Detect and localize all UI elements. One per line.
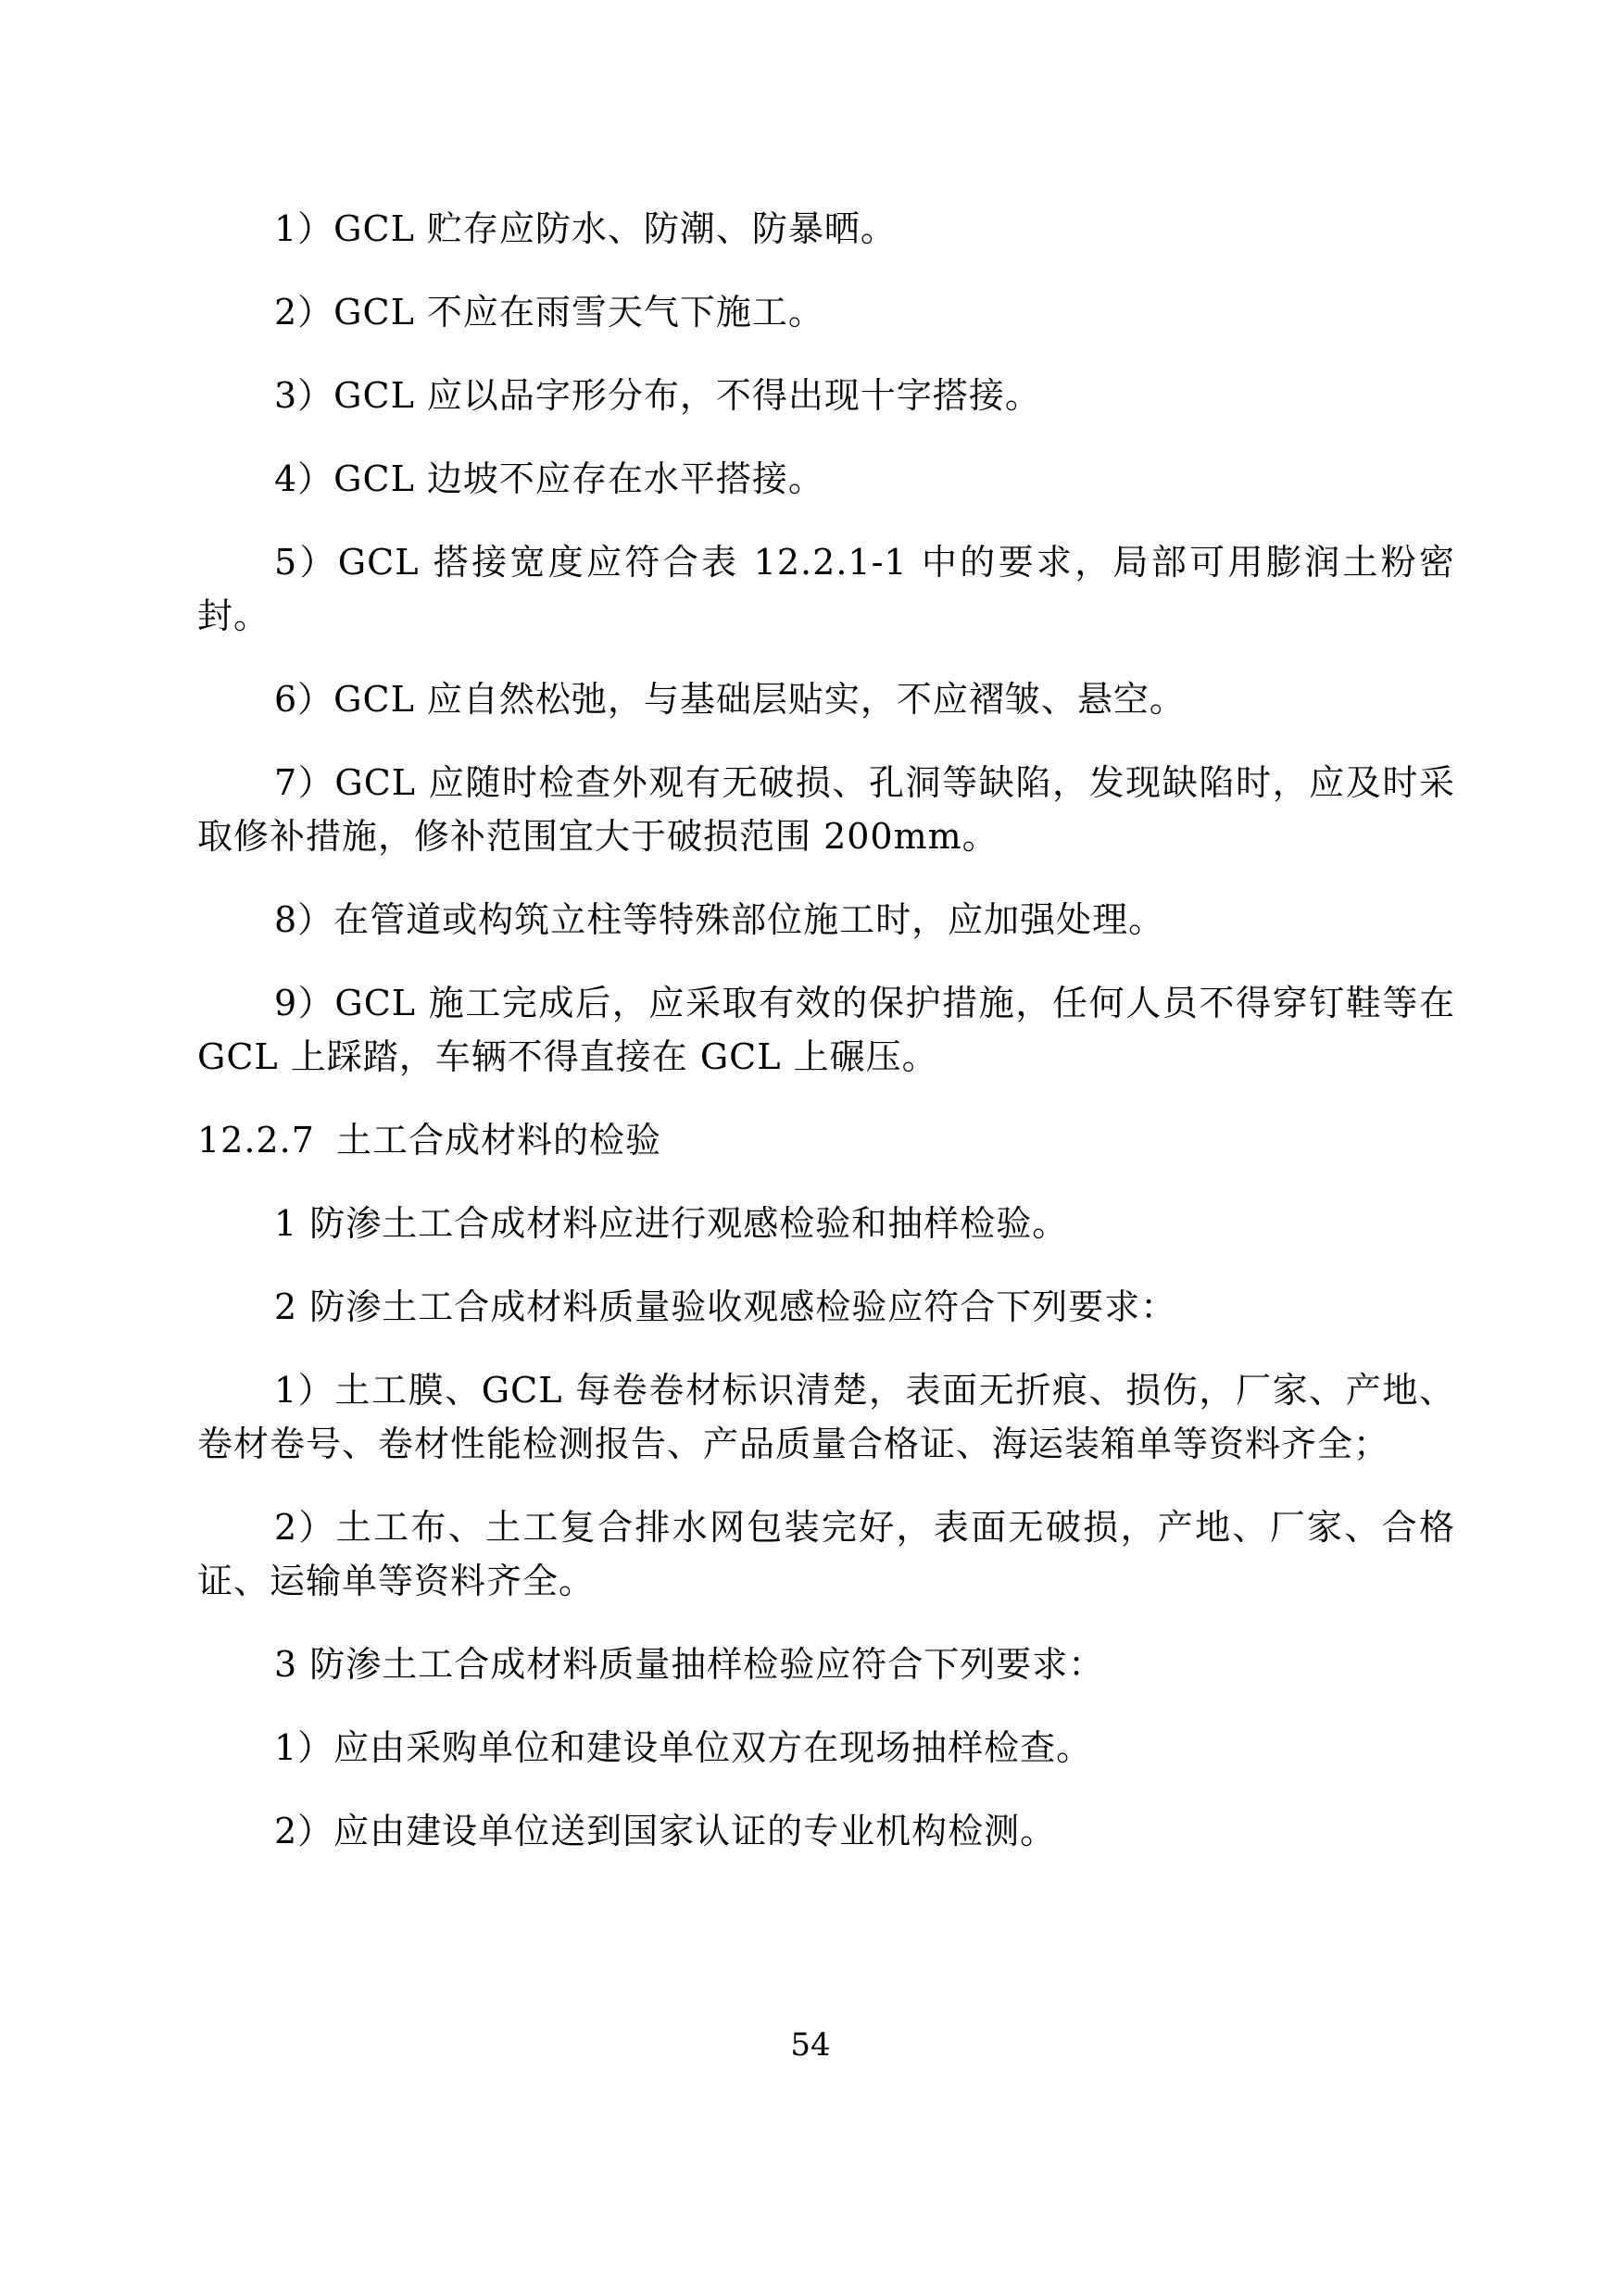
clause-item: 2 防渗土工合成材料质量验收观感检验应符合下列要求： (274, 1286, 1177, 1327)
list-item: 1）土工膜、GCL 每卷卷材标识清楚，表面无折痕、损伤，厂家、产地、卷材卷号、卷材性能检测报告、产品质量合格证、海运装箱单等资料齐全； (197, 1370, 1455, 1464)
list-item: 2）GCL 不应在雨雪天气下施工。 (274, 292, 824, 332)
list-item: 3）GCL 应以品字形分布，不得出现十字搭接。 (274, 375, 1041, 416)
list-item: 8）在管道或构筑立柱等特殊部位施工时，应加强处理。 (274, 899, 1165, 940)
list-item: 1）GCL 贮存应防水、防潮、防暴晒。 (274, 208, 897, 249)
page-number: 54 (790, 2026, 831, 2064)
section-number: 12.2.7 (197, 1120, 315, 1161)
clause-item: 3 防渗土工合成材料质量抽样检验应符合下列要求： (274, 1644, 1105, 1685)
page-body (197, 202, 1455, 1888)
clause-item: 1 防渗土工合成材料应进行观感检验和抽样检验。 (274, 1203, 1069, 1244)
list-item: 5）GCL 搭接宽度应符合表 12.2.1-1 中的要求，局部可用膨润土粉密封。 (197, 542, 1455, 636)
list-item: 1）应由采购单位和建设单位双方在现场抽样检查。 (274, 1727, 1093, 1768)
list-item: 4）GCL 边坡不应存在水平搭接。 (274, 458, 824, 499)
list-item: 2）土工布、土工复合排水网包装完好，表面无破损，产地、厂家、合格证、运输单等资料齐全。 (197, 1507, 1455, 1601)
list-item: 6）GCL 应自然松弛，与基础层贴实，不应褶皱、悬空。 (274, 679, 1186, 720)
section-heading (197, 1113, 1455, 1167)
section-title: 土工合成材料的检验 (336, 1120, 662, 1161)
list-item: 2）应由建设单位送到国家认证的专业机构检测。 (274, 1811, 1057, 1851)
list-item: 7）GCL 应随时检查外观有无破损、孔洞等缺陷，发现缺陷时，应及时采取修补措施，修补范围宜大于破损范围 200mm。 (197, 762, 1455, 857)
list-item: 9）GCL 施工完成后，应采取有效的保护措施，任何人员不得穿钉鞋等在 GCL 上踩踏，车辆不得直接在 GCL 上碾压。 (197, 983, 1455, 1077)
